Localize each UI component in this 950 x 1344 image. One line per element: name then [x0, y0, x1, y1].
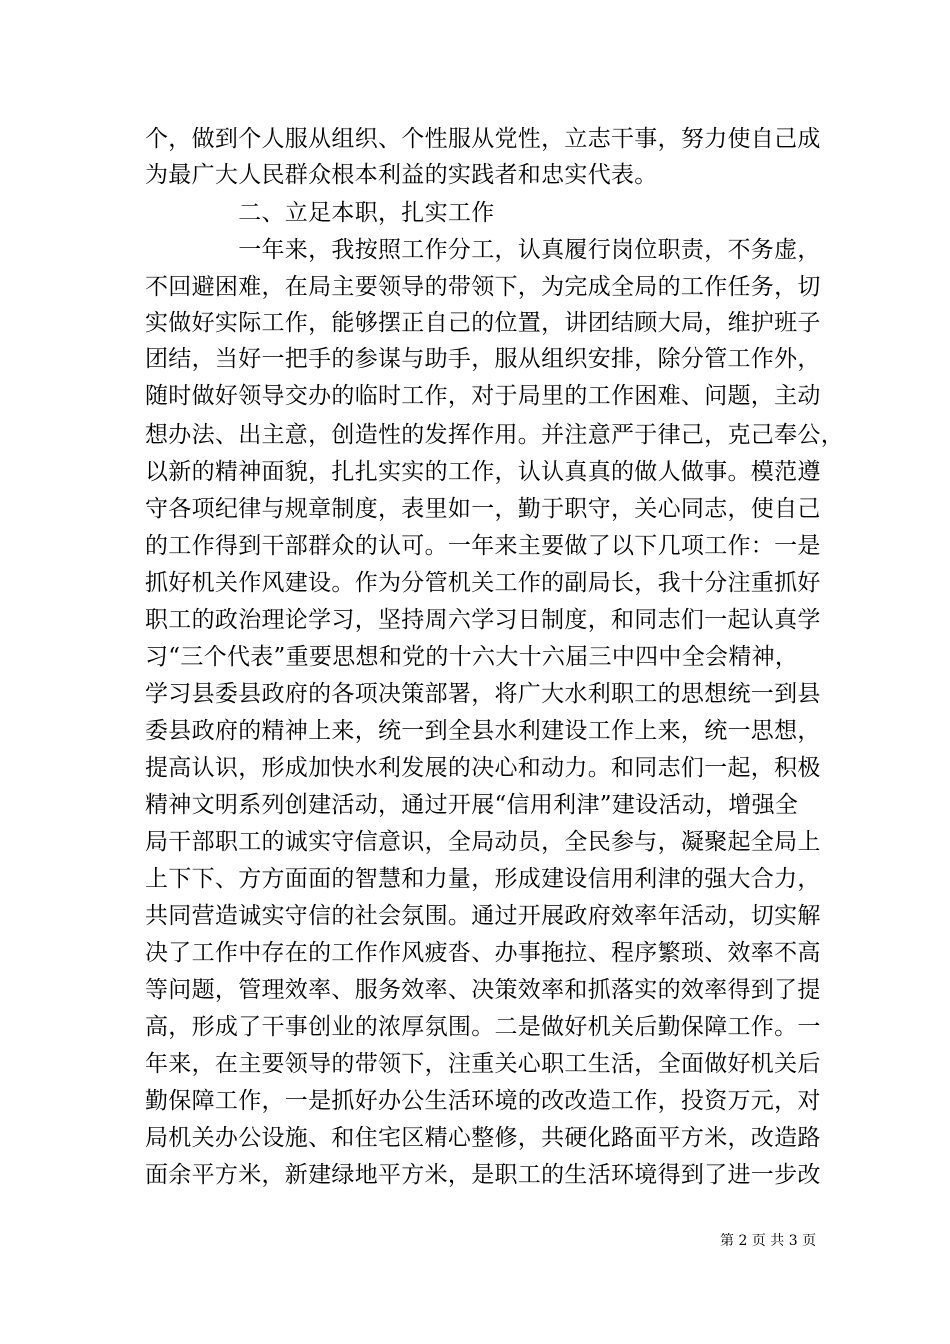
text-line: 实做好实际工作，能够摆正自己的位置，讲团结顾大局，维护班子: [145, 310, 821, 336]
text-line: 守各项纪律与规章制度，表里如一，勤于职守，关心同志，使自己: [145, 496, 821, 522]
text-line: 共同营造诚实守信的社会氛围。通过开展政府效率年活动，切实解: [145, 903, 821, 929]
text-line: 不回避困难，在局主要领导的带领下，为完成全局的工作任务，切: [145, 274, 821, 300]
text-line: 抓好机关作风建设。作为分管机关工作的副局长，我十分注重抓好: [145, 570, 821, 596]
text-line: 以新的精神面貌，扎扎实实的工作，认认真真的做人做事。模范遵: [145, 459, 821, 485]
text-line: 勤保障工作，一是抓好办公生活环境的改改造工作，投资万元，对: [145, 1088, 821, 1114]
text-line: 一年来，我按照工作分工，认真履行岗位职责，不务虚，: [145, 237, 821, 263]
page-number: 第 2 页 共 3 页: [720, 1233, 817, 1249]
text-line: 上下下、方方面面的智慧和力量，形成建设信用利津的强大合力，: [145, 866, 821, 892]
text-line: 学习县委县政府的各项决策部署，将广大水利职工的思想统一到县: [145, 681, 821, 707]
text-line: 习“三个代表”重要思想和党的十六大十六届三中四中全会精神，: [145, 644, 799, 670]
text-line: 想办法、出主意，创造性的发挥作用。并注意严于律己，克己奉公，: [145, 422, 844, 448]
text-line: 面余平方米，新建绿地平方米，是职工的生活环境得到了进一步改: [145, 1162, 821, 1188]
text-line: 局机关办公设施、和住宅区精心整修，共硬化路面平方米，改造路: [145, 1125, 821, 1151]
text-line: 年来，在主要领导的带领下，注重关心职工生活，全面做好机关后: [145, 1051, 821, 1077]
text-line: 决了工作中存在的工作作风疲沓、办事拖拉、程序繁琐、效率不高: [145, 940, 821, 966]
text-line: 团结，当好一把手的参谋与助手，服从组织安排，除分管工作外，: [145, 346, 821, 372]
text-line: 职工的政治理论学习，坚持周六学习日制度，和同志们一起认真学: [145, 607, 821, 633]
text-line: 等问题，管理效率、服务效率、决策效率和抓落实的效率得到了提: [145, 977, 821, 1003]
section-heading: 二、立足本职，扎实工作: [145, 200, 495, 226]
text-line: 随时做好领导交办的临时工作，对于局里的工作困难、问题，主动: [145, 383, 821, 409]
text-line: 的工作得到干部群众的认可。一年来主要做了以下几项工作：一是: [145, 533, 821, 559]
text-line: 提高认识，形成加快水利发展的决心和动力。和同志们一起，积极: [145, 755, 821, 781]
text-line: 个，做到个人服从组织、个性服从党性，立志干事，努力使自己成: [145, 126, 821, 152]
text-line: 委县政府的精神上来，统一到全县水利建设工作上来，统一思想，: [145, 718, 821, 744]
text-line: 精神文明系列创建活动，通过开展“信用利津”建设活动，增强全: [145, 792, 799, 818]
text-line: 高，形成了干事创业的浓厚氛围。二是做好机关后勤保障工作。一: [145, 1014, 821, 1040]
text-line: 局干部职工的诚实守信意识，全局动员，全民参与，凝聚起全局上: [145, 829, 821, 855]
text-line: 为最广大人民群众根本利益的实践者和忠实代表。: [145, 162, 658, 188]
